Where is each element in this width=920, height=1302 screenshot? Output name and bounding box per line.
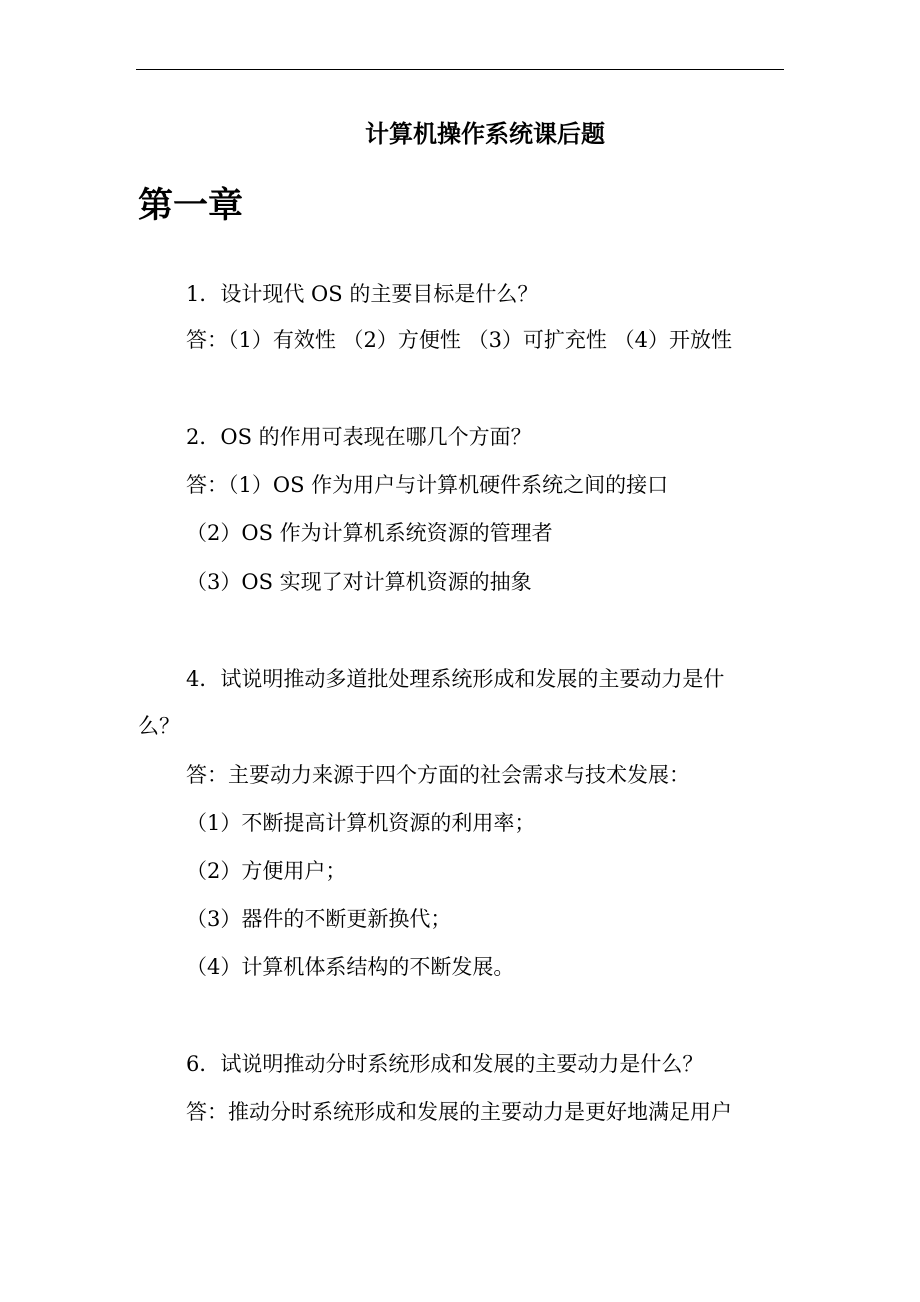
- answer-1-line-1: 答：（1）有效性 （2）方便性 （3）可扩充性 （4）开放性: [186, 328, 732, 352]
- answer-6-line-1: 答：推动分时系统形成和发展的主要动力是更好地满足用户: [186, 1100, 732, 1124]
- answer-4-line-3: （2）方便用户；: [186, 859, 347, 883]
- answer-4-line-4: （3）器件的不断更新换代；: [186, 907, 452, 931]
- chapter-heading: 第一章: [138, 186, 244, 226]
- question-6: 6．试说明推动分时系统形成和发展的主要动力是什么？: [186, 1052, 704, 1076]
- document-title: 计算机操作系统课后题: [365, 120, 605, 148]
- answer-2-line-2: （2）OS 作为计算机系统资源的管理者: [186, 521, 553, 545]
- question-2: 2．OS 的作用可表现在哪几个方面？: [186, 425, 532, 449]
- answer-4-line-2: （1）不断提高计算机资源的利用率；: [186, 811, 536, 835]
- answer-2-line-3: （3）OS 实现了对计算机资源的抽象: [186, 570, 532, 594]
- answer-4-line-1: 答：主要动力来源于四个方面的社会需求与技术发展：: [186, 763, 690, 787]
- answer-4-line-5: （4）计算机体系结构的不断发展。: [186, 955, 515, 979]
- header-rule: [136, 69, 784, 70]
- question-4-continued: 么？: [138, 714, 180, 738]
- question-4: 4．试说明推动多道批处理系统形成和发展的主要动力是什: [186, 667, 725, 691]
- question-1: 1．设计现代 OS 的主要目标是什么？: [186, 282, 539, 306]
- answer-2-line-1: 答：（1）OS 作为用户与计算机硬件系统之间的接口: [186, 473, 669, 497]
